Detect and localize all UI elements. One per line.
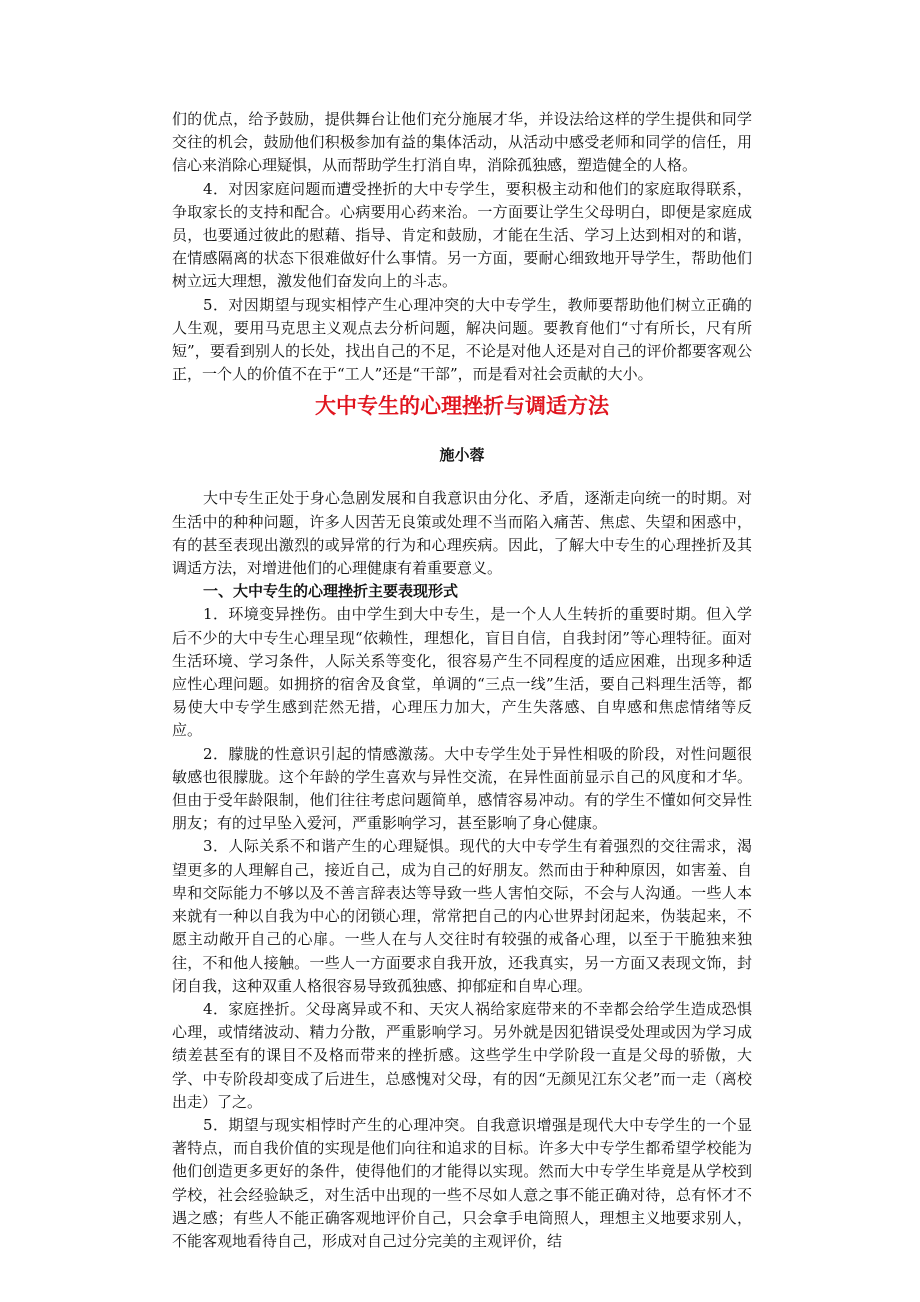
lead-paragraph: 大中专生正处于身心急剧发展和自我意识由分化、矛盾，逐渐走向统一的时期。对生活中的种种问题，许多人因苦无良策或处理不当而陷入痛苦、焦虑、失望和困惑中，有的甚至表现出激烈的或异常的行为和心理疾病。因此，了解大中专生的心理挫折及其调适方法，对增进他们的心理健康有着重要意义。 <box>172 489 752 578</box>
point-paragraph: 1．环境变异挫伤。由中学生到大中专生，是一个人人生转折的重要时期。但入学后不少的大中专生心理呈现“依赖性，理想化，盲目自信，自我封闭”等心理特征。面对生活环境、学习条件，人际关系等变化，很容易产生不同程度的适应困难，出现多种适应性心理问题。如拥挤的宿舍及食堂，单调的“三点一线”生活，要自己料理生活等，都易使大中专学生感到茫然无措，心理压力加大，产生失落感、自卑感和焦虑情绪等反应。 <box>172 605 752 740</box>
family-advice-paragraph: 4．对因家庭问题而遭受挫折的大中专学生，要积极主动和他们的家庭取得联系，争取家长的支持和配合。心病要用心药来治。一方面要让学生父母明白，即便是家庭成员，也要通过彼此的慰藉、指导、肯定和鼓励，才能在生活、学习上达到相对的和谐，在情感隔离的状态下很难做好什么事情。另一方面，要耐心细致地开导学生，帮助他们树立远大理想，激发他们奋发向上的斗志。 <box>172 179 752 291</box>
point-paragraph: 4．家庭挫折。父母离异或不和、天灾人祸给家庭带来的不幸都会给学生造成恐惧心理，或情绪波动、精力分散，严重影响学习。另外就是因犯错误受处理或因为学习成绩差甚至有的课目不及格而带来的挫折感。这些学生中学阶段一直是父母的骄傲，大学、中专阶段却变成了后进生，总感愧对父母，有的因“无颜见江东父老”而一走（离校出走）了之。 <box>172 999 752 1111</box>
continued-paragraph: 们的优点，给予鼓励，提供舞台让他们充分施展才华，并设法给这样的学生提供和同学交往的机会，鼓励他们积极参加有益的集体活动，从活动中感受老师和同学的信任，用信心来消除心理疑惧，从而帮助学生打消自卑，消除孤独感，塑造健全的人格。 <box>172 110 752 175</box>
document-page <box>172 108 752 1253</box>
point-paragraph: 3．人际关系不和谐产生的心理疑惧。现代的大中专学生有着强烈的交往需求，渴望更多的人理解自己，接近自己，成为自己的好朋友。然而由于种种原因，如害羞、自卑和交际能力不够以及不善言辞表达等导致一些人害怕交际，不会与人沟通。一些人本来就有一种以自我为中心的闭锁心理，常常把自己的内心世界封闭起来，伪装起来，不愿主动敞开自己的心扉。一些人在与人交往时有较强的戒备心理，以至于干脆独来独往，不和他人接触。一些人一方面要求自我开放，还我真实，另一方面又表现文饰，封闭自我，这种双重人格很容易导致孤独感、抑郁症和自卑心理。 <box>172 837 752 995</box>
point-paragraph: 5．期望与现实相悖时产生的心理冲突。自我意识增强是现代大中专学生的一个显著特点，而自我价值的实现是他们向往和追求的目标。许多大中专学生都希望学校能为他们创造更多更好的条件，使得他们的才能得以实现。然而大中专学生毕竟是从学校到学校，社会经验缺乏，对生活中出现的一些不尽如人意之事不能正确对待，总有怀才不遇之感；有些人不能正确客观地评价自己，只会拿手电筒照人，理想主义地要求别人，不能客观地看待自己，形成对自己过分完美的主观评价，结 <box>172 1115 752 1250</box>
expectation-advice-paragraph: 5．对因期望与现实相悖产生心理冲突的大中专学生，教师要帮助他们树立正确的人生观，要用马克思主义观点去分析问题，解决问题。要教育他们“寸有所长，尺有所短”，要看到别人的长处，找出自己的不足，不论是对他人还是对自己的评价都要客观公正，一个人的价值不在于“工人”还是“干部”，而是看对社会贡献的大小。 <box>172 295 752 384</box>
point-paragraph: 2．朦胧的性意识引起的情感激荡。大中专学生处于异性相吸的阶段，对性问题很敏感也很朦胧。这个年龄的学生喜欢与异性交流，在异性面前显示自己的风度和才华。但由于受年龄限制，他们往往考虑问题简单，感情容易冲动。有的学生不懂如何交异性朋友；有的过早坠入爱河，严重影响学习，甚至影响了身心健康。 <box>172 744 752 833</box>
section-heading: 一、大中专生的心理挫折主要表现形式 <box>203 582 459 601</box>
article-author: 施小蓉 <box>439 446 485 465</box>
article-title: 大中专生的心理挫折与调适方法 <box>315 394 609 419</box>
